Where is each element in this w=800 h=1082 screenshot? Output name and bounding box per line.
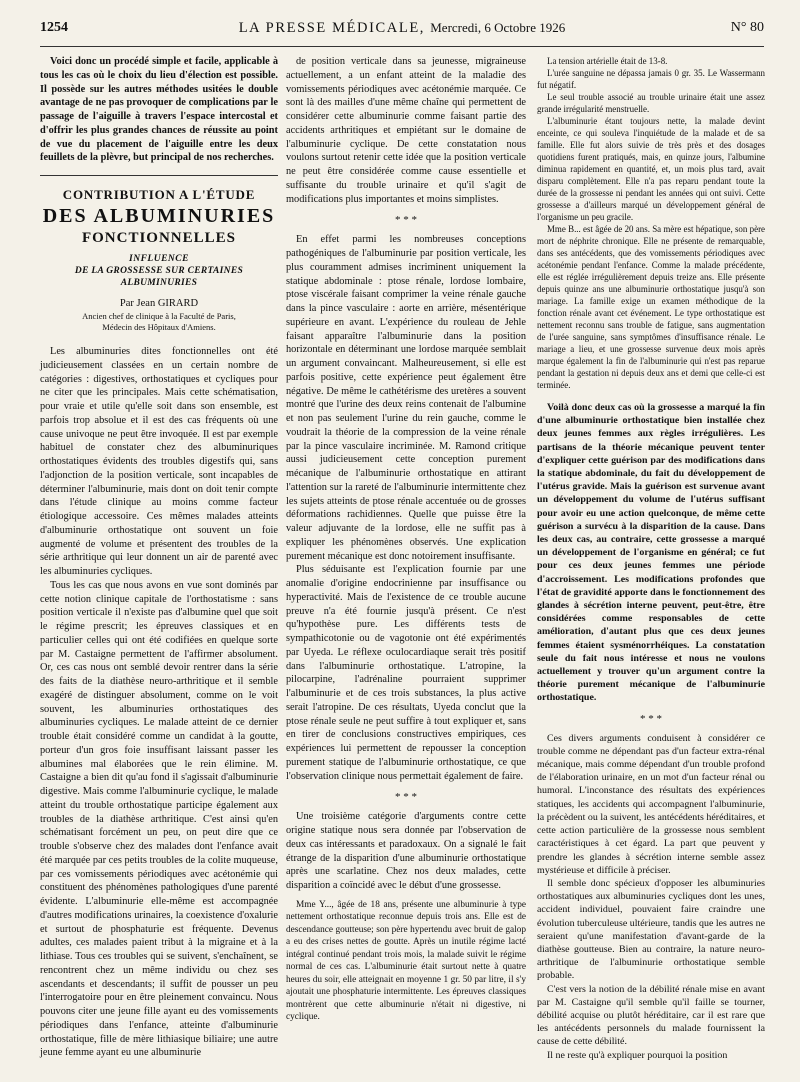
author-affiliation: Ancien chef de clinique à la Faculté de Paris, [82,311,236,321]
case-report-paragraph: L'urée sanguine ne dépassa jamais 0 gr. 35. Le Wassermann fut négatif. [537,68,765,90]
case-report-paragraph: Le seul trouble associé au trouble urinaire était une assez grande irrégularité menstruelle. [537,92,765,114]
column-1 [40,55,278,1060]
body-paragraph: Ces divers arguments conduisent à considérer ce trouble comme ne dépendant pas d'un facteur extra-rénal mécanique, mais comme dépendant d'un trouble profond de l'élaboration urinaire, en un mot d'un facteur rénal ou humoral. L'inconstance des résultats des expériences statiques, les accidents qui accompagnent l'albuminurie, la précèdent ou la suivent, les antécédents héréditaires, et cette action particulière de la grossesse nous semblent caractéristiques à cet égard. La part que peuvent y prendre les glandes à sécrétion interne semble assez mystérieuse et difficile à préciser. [537,732,765,876]
case-report-paragraph: La tension artérielle était de 13-8. [547,56,668,66]
body-paragraph: Une troisième catégorie d'arguments contre cette origine statique nous sera donnée par l'observation de deux cas intéressants et paradoxaux. On a signalé le fait étrange de la disparition d'une albuminurie orthostatique après une scarlatine. Chez nos deux malades, cette disparition a coïncidé avec le début d'une grossesse. [286,811,526,891]
author-affiliation-2: Médecin des Hôpitaux d'Amiens. [102,322,216,332]
article-subtitle-line2: DE LA GROSSESSE SUR CERTAINES ALBUMINURIES [74,266,244,288]
column-2 [286,55,526,1024]
section-stars: * * * [640,712,662,725]
body-paragraph: Tous les cas que nous avons en vue sont dominés par cette notion clinique capitale de l'orthostatisme : sans position verticale il n'existe pas d'albumine quel que soit le régime prescrit; les épreuves classiques et en particulier celles qui ont été codifiées en quelque sorte par M. Castaigne permettent de l'affirmer absolument. Or, ces cas nous ont semblé devoir rentrer dans la série des faits de la diathèse neuro-arthritique et il semble exagéré de distinguer absolument, comme on le voit souvent, les albuminuries orthostatiques des albuminuries cycliques. Le malade atteint de ce dernier trouble était considéré comme un candidat à la goutte, porteur d'un gros foie insuffisant laissant passer les albumines mal élaborées que le rein élimine. M. Castaigne a bien dit qu'au fond il s'agissait d'albuminurie digestive. Mais comme l'albuminurie cyclique, le malade atteint du trouble orthostatique participe également aux troubles de la diathèse arthritique. C'est ainsi qu'en schématisant forcément un peu, on peut dire que ce trouble s'observe chez des malades dont l'enfance avait été marquée par ces petits troubles de la colite muqueuse, par ces vomissements périodiques avec acétonémie qui constituent des phénomènes pathologiques d'une parenté évidente. L'albuminurie elle-même est accompagnée d'autres modifications urinaires, la coexistence d'oxalurie et surtout de phosphaturie est fréquente. Devenus adultes, ces malades paient tribut à la migraine et à la lithiase. Tous ces troubles qui se suivent, s'enchaînent, se rencontrent chez un même individu ou chez ses ascendants et descendants; il suffit de pousser un peu l'interrogatoire pour en être pleinement convaincu. Nous pouvons citer une jeune fille ayant eu des vomissements périodiques dans l'enfance, atteinte d'albuminurie orthostatique, fille de mère lithiasique biliaire; une autre jeune femme ayant eu une albuminurie [40,579,278,1059]
body-paragraph: En effet parmi les nombreuses conceptions pathogéniques de l'albuminurie par position verticale, les plus couramment admises incriminent uniquement la statique abdominale : ptose rénale, lordose lombaire, ptose viscérale faisant comprimer la veine rénale gauche dans la pince vasculaire : aorte en arrière, mésentérique supérieure en avant. L'expérience du rouleau de Jehle faisant apparaître l'albuminurie dans la position horizontale en déterminant une lordose marquée semblait un argument convaincant. Malheureusement, si elle est parfois positive, cette expérience peut également être négative. De même le cathétérisme des uretères a souvent montré que l'urine des deux reins contenait de l'albumine et non pas seulement l'urine du rein gauche, comme le voudrait la théorie de la compression de la veine rénale par la pince vasculaire incriminée. M. Ramond critique aussi judicieusement cette conception purement mécanique de l'albuminurie orthostatique en attirant l'attention sur la rareté de l'albuminurie intermittente chez les sujets atteints de ptose rénale accentuée ou de grosses déformations rachidiennes. Quelle que puisse être la valeur adjuvante de la lordose, elle ne suffit pas à expliquer les phénomènes observés. Une explication purement mécanique est donc notoirement insuffisante. [286,234,526,562]
case-report-paragraph: Mme B... est âgée de 20 ans. Sa mère est hépatique, son père mort de néphrite chronique. Elle ne présente de remarquable, dans ses antécédents, que des vomissements périodiques avec acétonémie pendant l'enfance. Comme la malade précédente, elle est réglée irrégulièrement depuis treize ans. Elle présente depuis quinze ans une albuminurie orthostatique jusqu'à son mariage. La famille exige un examen méthodique de la fonction rénale avant cet événement. Le type orthostatique est nettement reconnu sans trouble de fatigue, sans augmentation de l'urée sanguine, sans symptômes d'insuffisance rénale. Le mariage a lieu, et une grossesse survenue deux mois après marque également la fin de l'albuminurie qui n'est pas reparue pendant la gestation ni depuis deux ans et demi que celle-ci est terminée. [537,224,765,390]
section-stars: * * * [395,214,417,227]
article-heading [40,186,278,333]
section-stars: * * * [395,791,417,804]
article-separator [40,175,278,176]
body-paragraph: C'est vers la notion de la débilité rénale mise en avant par M. Castaigne qu'il semble qu'il faille se tourner, débilité acquise ou plutôt héréditaire, car il est rare que les antécédents personnels du malade fournissent la cause de cette débilité. [537,983,765,1048]
body-paragraph: Plus séduisante est l'explication fournie par une anomalie d'origine endocrinienne par insuffisance ou hyperactivité. Mais de l'existence de ce trouble aucune preuve n'a été fournie jusqu'à présent. Ce n'est qu'hypothèse pure. Les différents tests de sympathicotonie ou de vagotonie ont été expérimentés par Uyeda. Le réflexe oculocardiaque serait très positif dans l'albuminurie orthostatique. L'atropine, la pilocarpine, l'adrénaline pourraient supprimer l'albuminurie et de ces trois substances, la plus active serait l'atropine. De ces résultats, Uyeda conclut que la ptose rénale seule ne peut suffire à tout expliquer et, sans en tirer de conclusions constructives empiriques, ces expériences lui permettent de repousser la conception purement statique de l'albuminurie orthostatique, ce que l'observation clinique nous permettait également de faire. [286,564,526,782]
previous-article-conclusion: Voici donc un procédé simple et facile, applicable à tous les cas où le choix du lieu d'élection est possible. Il possède sur les autres méthodes usitées le double avantage de ne pas provoquer de complications par le passage de l'aiguille à travers l'espace intercostal et d'offrir les plus grandes chances de réussite au point de vue du placement de l'aiguille entre les deux feuillets de la plèvre, but principal de nos recherches. [40,56,278,164]
body-paragraph: de position verticale dans sa jeunesse, migraineuse actuellement, a un enfant atteint de la maladie des vomissements périodiques avec acétonémie marquée. Ce sont là des mailles d'une même chaîne qui permettent de considérer cette albuminurie comme faisant partie des accidents arthritiques et empiétant sur le domaine de l'albuminurie cyclique. De cette constatation nous voulons surtout retenir cette idée que la position verticale ne peut être considérée comme cause essentielle et suffisante du trouble urinaire et qu'il s'agit de modifications plus importantes et moins simplistes. [286,56,526,205]
article-title-line2: FONCTIONNELLES [81,230,237,246]
issue-number: N° 80 [730,20,764,35]
body-paragraph: Il ne reste qu'à expliquer pourquoi la position [547,1049,728,1061]
bold-paragraph: Voilà donc deux cas où la grossesse a marqué la fin d'une albuminurie orthostatique bien installée chez deux jeunes femmes aux règles irrégulières. Les partisans de la théorie mécanique peuvent tenter d'expliquer cette guérison par des modifications dans la statique abdominale, du fait du développement de l'utérus gravide. Mais la guérison est survenue avant un développement du volume de l'utérus suffisant pour avoir eu une action quelconque, de même cette guérison a survécu à la disparition de la cause. Dans les deux cas, au contraire, cette grossesse a marqué un développement de l'organisme en général; ce fut pour ces deux jeunes femmes une période d'accroissement. Les modifications profondes que l'état de gravidité apporte dans le fonctionnement des glandes à sécrétion interne peuvent, peut-être, être considérées comme responsables de cette amélioration, d'autant plus que ces deux jeunes femmes étaient sysménorrhéiques. La constatation seule du fait nous intéresse et nous ne voulons actuellement y trouver qu'un argument contre la théorie purement mécanique de l'albuminurie orthostatique. [537,402,765,704]
issue-date: Mercredi, 6 Octobre 1926 [430,20,566,35]
article-subtitle: INFLUENCE [129,254,189,264]
running-title [40,20,764,37]
case-report-paragraph: Mme Y..., âgée de 18 ans, présente une albuminurie à type nettement orthostatique reconnue depuis trois ans. Elle est de descendance goutteuse; son père hypertendu avec bruit de galop a eu des crises nettes de goutte. Après un inutile régime lacté intégral continué pendant trois mois, la malade suivit le régime normal de ces cas. L'albuminurie était surtout nette à quatre heures du soir, elle atteignait en moyenne 1 gr. 50 par litre, il s'y ajoutait une phosphaturie intermittente. Les épreuves classiques montrèrent que cette albuminurie n'était ni digestive, ni cyclique. [286,899,526,1023]
case-report-paragraph: L'albuminurie étant toujours nette, la malade devint enceinte, ce qui souleva l'inquiétude de la malade et de sa famille. Elle fut alors suivie de très près et des dosages quotidiens furent pratiqués, mais, en quinze jours, l'albumine diminua rapidement en quantité, et, un mois plus tard, avait disparu complètement. Elle n'a pas reparu pendant toute la durée de la grossesse ni pendant les années qui ont suivi. Cette grossesse a d'ailleurs marqué un développement général de l'organisme un peu gracile. [537,116,765,222]
page-header [40,20,764,47]
article-title: DES ALBUMINURIES [42,205,276,227]
body-paragraph: Les albuminuries dites fonctionnelles ont été judicieusement classées en un certain nombre de catégories : digestives, orthostatiques et cycliques pour ne citer que les principales. Mais cette schématisation, pour vraie et utile qu'elle soit dans son ensemble, est parfois trop absolue et il est des cas fréquents où une cause univoque ne peut être invoquée. Il est par exemple habituel de constater chez des albuminuriques orthostatiques évidents des troubles digestifs qui, sans l'adjonction de la position verticale, sont incapables de déterminer l'albuminurie, mais dont on doit tenir compte dans l'étude clinique au moins comme facteur étiologique accessoire. Ces mêmes malades atteints d'albuminurie orthostatique ont souvent un foie augmenté de volume et présentent des troubles de la série arthritique qui leur donnent un air de parenté avec les albuminuries cycliques. [40,346,278,577]
article-author: Par Jean GIRARD [119,298,199,309]
page-number: 1254 [40,20,68,35]
column-3 [537,55,765,1062]
body-paragraph: Il semble donc spécieux d'opposer les albuminuries orthostatiques aux albuminuries cycliques dont les unes, accident individuel, pouvaient faire craindre une évolution tuberculeuse ultérieure, tandis que les autres ne seraient qu'une manifestation d'avant-garde de la diathèse goutteuse. Bien au contraire, la nature neuro-arthritique de l'albuminurie orthostatique semble probable. [537,877,765,982]
article-kicker: CONTRIBUTION A L'ÉTUDE [62,187,256,202]
journal-name: LA PRESSE MÉDICALE, [238,20,426,36]
